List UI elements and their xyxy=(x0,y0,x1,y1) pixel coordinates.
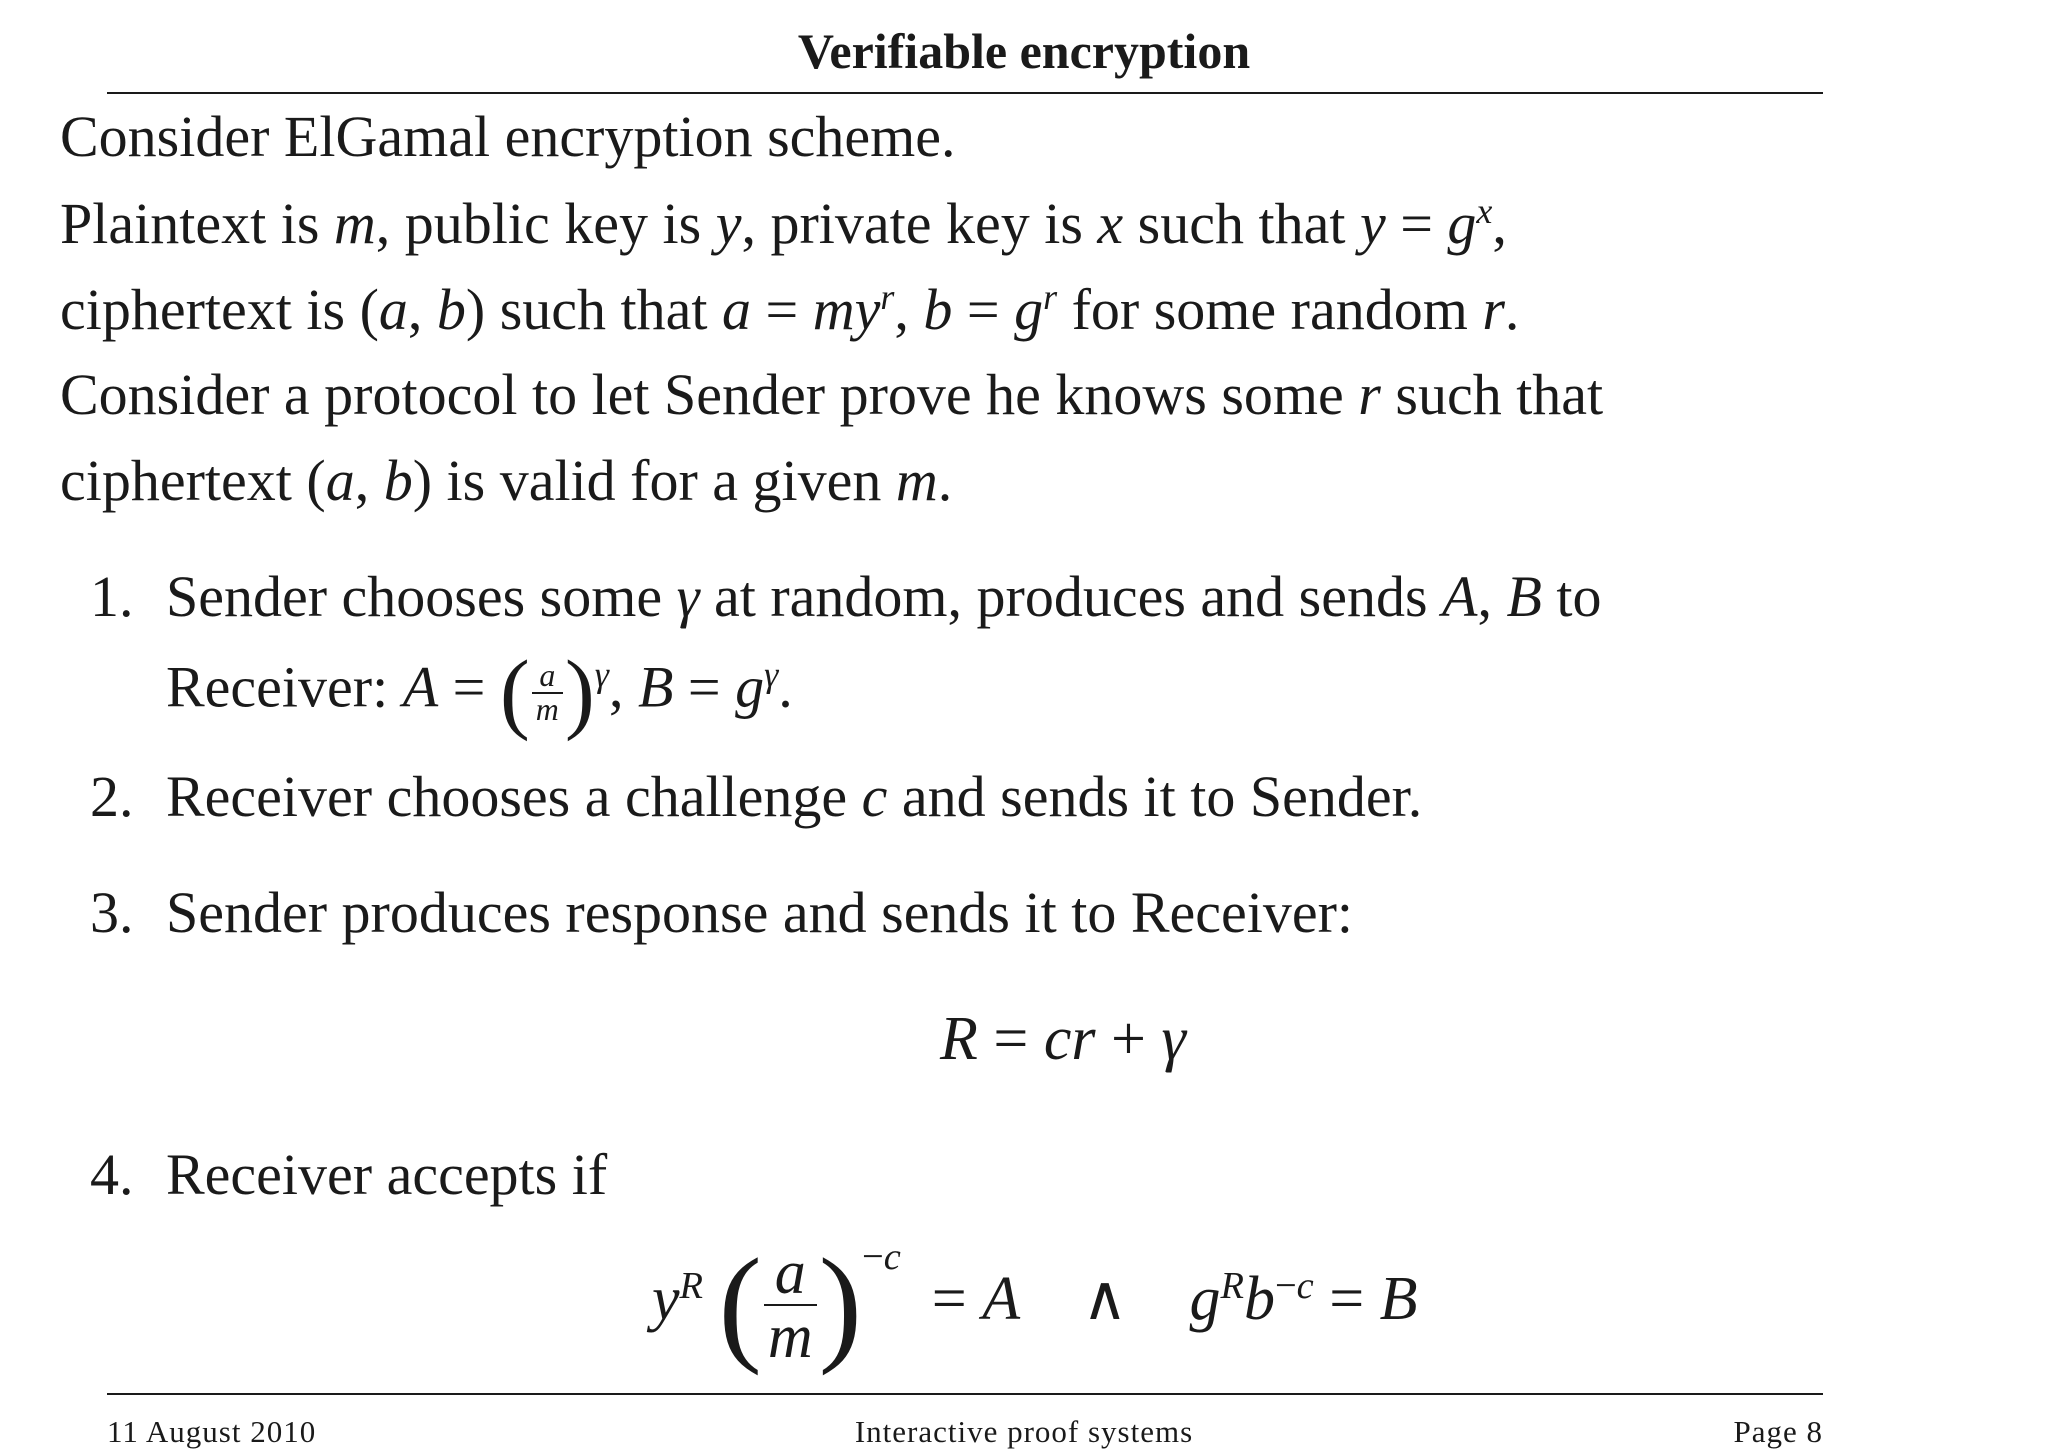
step-2-text: Receiver chooses a challenge c and sends it to Sender. xyxy=(166,764,1423,829)
footer-rule xyxy=(107,1393,1823,1395)
step-4-text: Receiver accepts if xyxy=(166,1142,608,1207)
step-3-text: Sender produces response and sends it to Receiver: xyxy=(166,880,1354,945)
footer-page: Page 8 xyxy=(1733,1414,1823,1449)
step-3-number: 3. xyxy=(90,880,134,945)
header-rule xyxy=(107,92,1823,94)
footer-title: Interactive proof systems xyxy=(854,1414,1194,1449)
step-2-number: 2. xyxy=(90,764,134,829)
page-title: Verifiable encryption xyxy=(797,23,1251,79)
response-equation: R = cr + γ xyxy=(940,1005,1186,1073)
step-1-number: 1. xyxy=(90,564,134,629)
intro-line-4: Consider a protocol to let Sender prove he knows some r such that xyxy=(60,362,1604,427)
intro-line-1: Consider ElGamal encryption scheme. xyxy=(60,104,956,169)
step-1-line-1: Sender chooses some γ at random, produces and sends A, B to xyxy=(166,564,1602,629)
accept-equation: $y^R$ ( $\frac{a}{m}$ )$^{-c}$ = A ∧ $g^Rb^{-c} = B$ xyxy=(652,1232,1418,1377)
intro-line-2: Plaintext is m, public key is y, private key is x such that $y = g^x$, xyxy=(60,190,1507,256)
step-4-number: 4. xyxy=(90,1142,134,1207)
intro-line-3: ciphertext is (a, b) such that $a = my^r$, $b = g^r$ for some random r. xyxy=(60,276,1520,342)
intro-line-5: ciphertext (a, b) is valid for a given m. xyxy=(60,448,953,513)
step-1-line-2: Receiver: A = ( $\frac{a}{m}$ )$^\gamma$, $B = g^\gamma$. xyxy=(166,643,793,742)
footer-date: 11 August 2010 xyxy=(107,1414,317,1449)
